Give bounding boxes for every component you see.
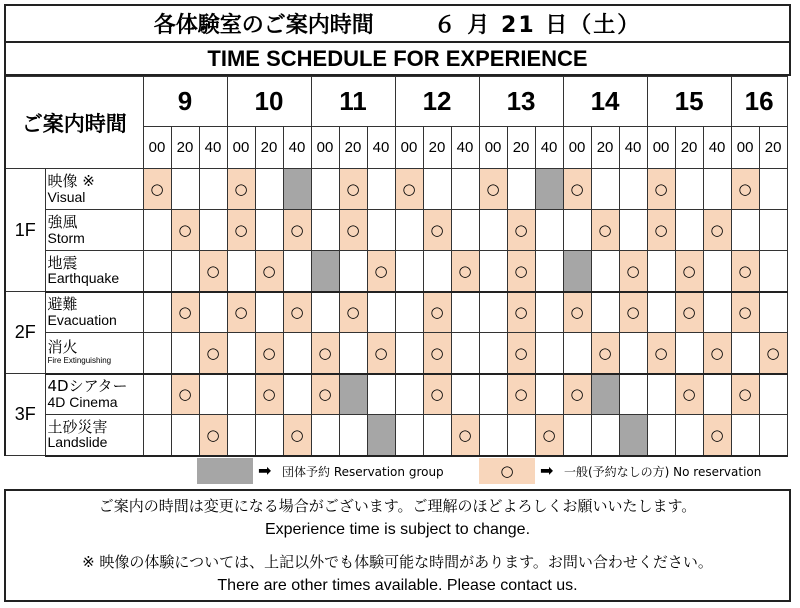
slot-general: ○ — [227, 292, 255, 333]
slot-empty — [759, 292, 787, 333]
slot-general: ○ — [451, 251, 479, 292]
room-name-en: 4D Cinema — [47, 393, 118, 410]
legend-general-swatch: ○ — [479, 458, 535, 484]
slot-reserved — [311, 251, 339, 292]
slot-empty — [619, 333, 647, 374]
slot-empty — [619, 210, 647, 251]
slot-general: ○ — [227, 169, 255, 210]
minute-header: 40 — [535, 127, 563, 169]
room-name-jp: 消火 — [47, 337, 78, 356]
slot-empty — [199, 374, 227, 415]
corner-label: ご案内時間 — [5, 77, 143, 169]
slot-general: ○ — [731, 169, 759, 210]
slot-empty — [675, 169, 703, 210]
minute-header: 00 — [143, 127, 171, 169]
slot-empty — [423, 169, 451, 210]
slot-reserved — [563, 251, 591, 292]
slot-empty — [535, 210, 563, 251]
slot-empty — [479, 415, 507, 456]
slot-general: ○ — [731, 251, 759, 292]
legend-general-label: 一般(予約なしの方) No reservation — [564, 465, 762, 479]
slot-empty — [171, 169, 199, 210]
slot-empty — [311, 169, 339, 210]
minute-header: 40 — [367, 127, 395, 169]
slot-empty — [255, 169, 283, 210]
slot-empty — [535, 251, 563, 292]
schedule-row — [5, 374, 787, 415]
slot-general: ○ — [563, 292, 591, 333]
slot-empty — [227, 251, 255, 292]
slot-empty — [395, 251, 423, 292]
title-bar — [4, 4, 791, 42]
slot-empty — [451, 333, 479, 374]
slot-empty — [199, 210, 227, 251]
notice-line-1-jp: ご案内の時間は変更になる場合がございます。ご理解のほどよろしくお願いいたします。 — [98, 497, 697, 515]
minute-header: 00 — [647, 127, 675, 169]
slot-empty — [731, 415, 759, 456]
page-title: 各体験室のご案内時間 — [153, 13, 374, 38]
slot-empty — [647, 251, 675, 292]
slot-empty — [423, 251, 451, 292]
slot-empty — [479, 210, 507, 251]
room-label — [45, 374, 143, 415]
slot-empty — [451, 374, 479, 415]
slot-general: ○ — [255, 333, 283, 374]
slot-general: ○ — [507, 374, 535, 415]
slot-empty — [479, 292, 507, 333]
room-name-jp: 強風 — [47, 212, 78, 231]
slot-empty — [759, 169, 787, 210]
slot-general: ○ — [367, 333, 395, 374]
slot-empty — [591, 251, 619, 292]
slot-general: ○ — [647, 169, 675, 210]
slot-empty — [143, 210, 171, 251]
slot-general: ○ — [367, 251, 395, 292]
notice-box — [4, 489, 791, 602]
slot-reserved — [591, 374, 619, 415]
slot-empty — [227, 415, 255, 456]
slot-empty — [283, 251, 311, 292]
slot-general: ○ — [507, 210, 535, 251]
slot-empty — [535, 292, 563, 333]
minute-header: 20 — [591, 127, 619, 169]
slot-general: ○ — [507, 251, 535, 292]
slot-general: ○ — [283, 292, 311, 333]
slot-empty — [731, 210, 759, 251]
slot-empty — [675, 415, 703, 456]
slot-empty — [619, 169, 647, 210]
room-name-en: Storm — [47, 229, 85, 246]
slot-empty — [451, 210, 479, 251]
slot-general: ○ — [423, 374, 451, 415]
slot-empty — [703, 292, 731, 333]
hour-header: 11 — [311, 77, 395, 127]
slot-empty — [395, 415, 423, 456]
room-label — [45, 251, 143, 292]
slot-general: ○ — [339, 292, 367, 333]
slot-empty — [227, 374, 255, 415]
minute-header: 20 — [507, 127, 535, 169]
slot-general: ○ — [675, 374, 703, 415]
slot-empty — [675, 333, 703, 374]
minute-header: 20 — [171, 127, 199, 169]
slot-general: ○ — [619, 251, 647, 292]
room-name-jp: 4Dシアター — [47, 377, 128, 396]
slot-general: ○ — [311, 333, 339, 374]
slot-empty — [535, 374, 563, 415]
slot-general: ○ — [591, 333, 619, 374]
hour-header: 14 — [563, 77, 647, 127]
room-label — [45, 292, 143, 333]
slot-general: ○ — [171, 210, 199, 251]
minute-header: 20 — [255, 127, 283, 169]
slot-general: ○ — [507, 333, 535, 374]
slot-general: ○ — [311, 374, 339, 415]
minute-header: 40 — [451, 127, 479, 169]
room-name-jp: 避難 — [47, 295, 78, 314]
floor-label: 1F — [5, 169, 45, 292]
minute-header: 20 — [675, 127, 703, 169]
slot-general: ○ — [423, 292, 451, 333]
slot-general: ○ — [451, 415, 479, 456]
hour-header: 15 — [647, 77, 731, 127]
slot-empty — [591, 169, 619, 210]
room-name-en: Fire Extinguishing — [47, 356, 112, 366]
slot-empty — [395, 333, 423, 374]
slot-empty — [255, 210, 283, 251]
slot-empty — [311, 292, 339, 333]
slot-general: ○ — [171, 292, 199, 333]
slot-empty — [479, 374, 507, 415]
slot-general: ○ — [619, 292, 647, 333]
floor-label: 3F — [5, 374, 45, 456]
slot-empty — [703, 251, 731, 292]
minute-header: 00 — [227, 127, 255, 169]
schedule-row — [5, 292, 787, 333]
minute-header: 20 — [759, 127, 787, 169]
legend-group-label: 団体予約 Reservation group — [282, 465, 444, 479]
slot-empty — [143, 333, 171, 374]
slot-general: ○ — [255, 251, 283, 292]
slot-general: ○ — [703, 415, 731, 456]
slot-empty — [759, 374, 787, 415]
legend-arrow-icon: ➡ — [258, 461, 272, 480]
slot-empty — [227, 333, 255, 374]
minute-header: 00 — [311, 127, 339, 169]
slot-general: ○ — [199, 333, 227, 374]
slot-reserved — [535, 169, 563, 210]
room-name-jp: 映像 ※ — [47, 171, 95, 190]
hour-header: 13 — [479, 77, 563, 127]
slot-empty — [479, 251, 507, 292]
legend-group-swatch — [197, 458, 253, 484]
slot-empty — [759, 251, 787, 292]
schedule-table — [4, 76, 788, 457]
hour-header: 9 — [143, 77, 227, 127]
slot-general: ○ — [675, 251, 703, 292]
slot-empty — [759, 415, 787, 456]
hour-header: 12 — [395, 77, 479, 127]
minute-header: 20 — [339, 127, 367, 169]
slot-empty — [283, 333, 311, 374]
slot-empty — [255, 415, 283, 456]
schedule-row — [5, 251, 787, 292]
schedule-row — [5, 333, 787, 374]
slot-empty — [479, 333, 507, 374]
slot-empty — [451, 292, 479, 333]
slot-empty — [451, 169, 479, 210]
slot-empty — [647, 374, 675, 415]
minute-header: 40 — [703, 127, 731, 169]
slot-general: ○ — [283, 210, 311, 251]
slot-general: ○ — [395, 169, 423, 210]
slot-empty — [339, 333, 367, 374]
minute-header: 40 — [283, 127, 311, 169]
legend — [0, 458, 800, 484]
schedule-date: ６ 月 21 日（土） — [433, 13, 642, 38]
schedule-row — [5, 210, 787, 251]
slot-empty — [675, 210, 703, 251]
slot-empty — [395, 292, 423, 333]
room-name-jp: 土砂災害 — [47, 417, 108, 436]
slot-general: ○ — [563, 374, 591, 415]
slot-general: ○ — [143, 169, 171, 210]
slot-empty — [423, 415, 451, 456]
room-name-en: Landslide — [47, 434, 108, 451]
minute-header: 20 — [423, 127, 451, 169]
slot-empty — [199, 169, 227, 210]
slot-empty — [171, 415, 199, 456]
slot-empty — [759, 210, 787, 251]
room-label — [45, 415, 143, 456]
slot-empty — [703, 374, 731, 415]
slot-general: ○ — [647, 333, 675, 374]
slot-general: ○ — [339, 169, 367, 210]
slot-empty — [563, 415, 591, 456]
floor-label: 2F — [5, 292, 45, 374]
notice-line-2-en: There are other times available. Please contact us. — [217, 577, 578, 594]
slot-general: ○ — [423, 333, 451, 374]
hours-row — [5, 77, 787, 127]
hour-header: 10 — [227, 77, 311, 127]
slot-empty — [647, 292, 675, 333]
slot-empty — [507, 415, 535, 456]
slot-empty — [143, 415, 171, 456]
slot-empty — [367, 210, 395, 251]
slot-general: ○ — [563, 169, 591, 210]
room-label — [45, 210, 143, 251]
slot-empty — [563, 210, 591, 251]
slot-empty — [367, 374, 395, 415]
schedule-row — [5, 169, 787, 210]
slot-empty — [367, 169, 395, 210]
legend-arrow-icon: ➡ — [540, 461, 554, 480]
slot-empty — [143, 374, 171, 415]
slot-empty — [311, 210, 339, 251]
slot-empty — [591, 415, 619, 456]
minute-header: 00 — [563, 127, 591, 169]
slot-empty — [199, 292, 227, 333]
slot-empty — [367, 292, 395, 333]
slot-general: ○ — [591, 210, 619, 251]
slot-reserved — [283, 169, 311, 210]
slot-empty — [563, 333, 591, 374]
slot-empty — [731, 333, 759, 374]
slot-empty — [703, 169, 731, 210]
slot-general: ○ — [339, 210, 367, 251]
slot-reserved — [339, 374, 367, 415]
slot-empty — [311, 415, 339, 456]
room-name-en: Evacuation — [47, 311, 117, 328]
slot-general: ○ — [703, 210, 731, 251]
minute-header: 40 — [619, 127, 647, 169]
room-name-en: Earthquake — [47, 270, 120, 287]
room-name-jp: 地震 — [47, 253, 78, 272]
slot-empty — [283, 374, 311, 415]
slot-general: ○ — [675, 292, 703, 333]
subtitle: TIME SCHEDULE FOR EXPERIENCE — [4, 42, 791, 76]
slot-reserved — [619, 415, 647, 456]
slot-general: ○ — [479, 169, 507, 210]
slot-general: ○ — [731, 374, 759, 415]
hour-header: 16 — [731, 77, 787, 127]
slot-general: ○ — [227, 210, 255, 251]
slot-empty — [339, 251, 367, 292]
slot-empty — [171, 333, 199, 374]
slot-reserved — [367, 415, 395, 456]
slot-general: ○ — [507, 292, 535, 333]
room-label — [45, 333, 143, 374]
slot-empty — [143, 251, 171, 292]
notice-line-1-en: Experience time is subject to change. — [264, 521, 531, 538]
slot-general: ○ — [283, 415, 311, 456]
slot-empty — [339, 415, 367, 456]
minute-header: 40 — [199, 127, 227, 169]
notice-line-2-jp: ※ 映像の体験については、上記以外でも体験可能な時間があります。お問い合わせください。 — [82, 553, 713, 571]
slot-general: ○ — [171, 374, 199, 415]
slot-empty — [143, 292, 171, 333]
slot-empty — [619, 374, 647, 415]
slot-empty — [591, 292, 619, 333]
room-name-en: Visual — [47, 188, 86, 205]
minute-header: 00 — [395, 127, 423, 169]
slot-general: ○ — [423, 210, 451, 251]
slot-general: ○ — [703, 333, 731, 374]
slot-empty — [535, 333, 563, 374]
schedule-row — [5, 415, 787, 456]
slot-general: ○ — [759, 333, 787, 374]
slot-empty — [171, 251, 199, 292]
slot-general: ○ — [255, 374, 283, 415]
slot-general: ○ — [535, 415, 563, 456]
room-label — [45, 169, 143, 210]
minute-header: 00 — [479, 127, 507, 169]
slot-empty — [647, 415, 675, 456]
slot-general: ○ — [199, 251, 227, 292]
slot-empty — [507, 169, 535, 210]
minute-header: 00 — [731, 127, 759, 169]
slot-empty — [395, 374, 423, 415]
slot-general: ○ — [731, 292, 759, 333]
slot-empty — [255, 292, 283, 333]
slot-general: ○ — [647, 210, 675, 251]
slot-empty — [395, 210, 423, 251]
slot-general: ○ — [199, 415, 227, 456]
